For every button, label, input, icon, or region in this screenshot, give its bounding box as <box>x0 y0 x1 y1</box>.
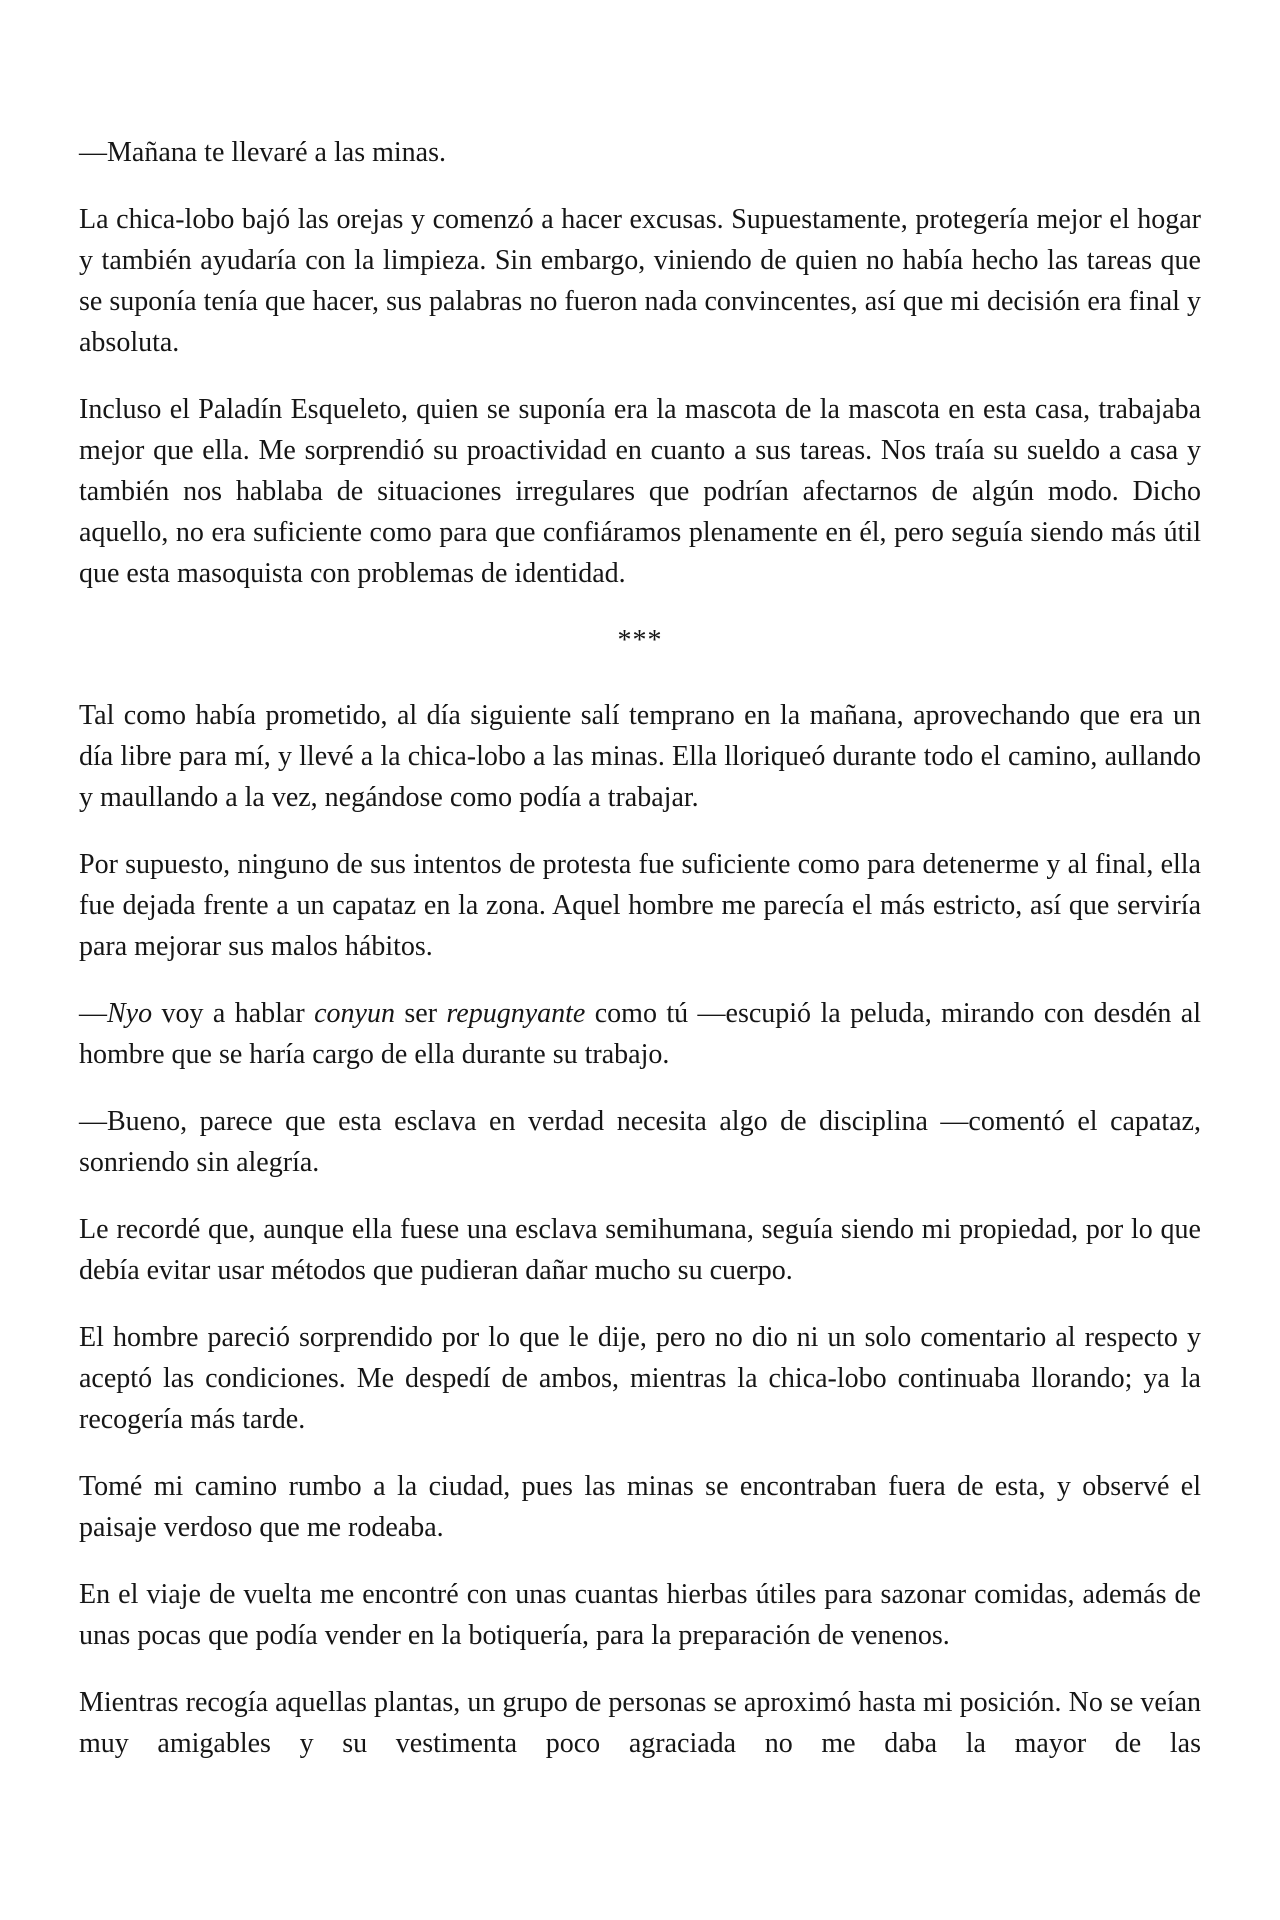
text-run: — <box>79 998 107 1029</box>
text-run: voy a hablar <box>152 998 315 1029</box>
paragraph <box>79 1101 1201 1183</box>
text-run: El hombre pareció sorprendido por lo que le dije, pero no dio ni un solo comentario al respecto y aceptó las condiciones. Me despedí de ambos, mientras la chica-lobo continuaba llorando; ya la recogería más tarde. <box>79 1322 1201 1435</box>
paragraph <box>79 1574 1201 1656</box>
section-separator: *** <box>617 625 663 656</box>
text-run: Tal como había prometido, al día siguiente salí temprano en la mañana, aprovechando que era un día libre para mí, y llevé a la chica-lobo a las minas. Ella lloriqueó durante todo el camino, aullando y maullando a la vez, negándose como podía a trabajar. <box>79 700 1201 813</box>
italic-text: repugnyante <box>446 998 586 1029</box>
text-run: —Bueno, parece que esta esclava en verdad necesita algo de disciplina —comentó el capataz, sonriendo sin alegría. <box>79 1106 1201 1178</box>
text-run: Mientras recogía aquellas plantas, un grupo de personas se aproximó hasta mi posición. No se veían muy amigables y su vestimenta poco agraciada no me daba la mayor de las <box>79 1687 1201 1759</box>
paragraph <box>79 1209 1201 1291</box>
document-page <box>79 132 1201 1790</box>
text-run: La chica-lobo bajó las orejas y comenzó a hacer excusas. Supuestamente, protegería mejor el hogar y también ayudaría con la limpieza. Sin embargo, viniendo de quien no había hecho las tareas que se suponía tenía que hacer, sus palabras no fueron nada convincentes, así que mi decisión era final y absoluta. <box>79 204 1201 358</box>
text-run: Incluso el Paladín Esqueleto, quien se suponía era la mascota de la mascota en esta casa, trabajaba mejor que ella. Me sorprendió su proactividad en cuanto a sus tareas. Nos traía su sueldo a casa y también nos hablaba de situaciones irregulares que podrían afectarnos de algún modo. Dicho aquello, no era suficiente como para que confiáramos plenamente en él, pero seguía siendo más útil que esta masoquista con problemas de identidad. <box>79 394 1201 589</box>
paragraph <box>79 1682 1201 1764</box>
italic-text: conyun <box>314 998 395 1029</box>
paragraph <box>79 1317 1201 1440</box>
paragraph <box>79 993 1201 1075</box>
text-run: Tomé mi camino rumbo a la ciudad, pues las minas se encontraban fuera de esta, y observé el paisaje verdoso que me rodeaba. <box>79 1471 1201 1543</box>
text-run: como tú —escupió la peluda, mirando con desdén al hombre que se haría cargo de ella durante su trabajo. <box>79 998 1202 1070</box>
paragraph <box>79 132 1201 173</box>
text-run: Por supuesto, ninguno de sus intentos de protesta fue suficiente como para detenerme y al final, ella fue dejada frente a un capataz en la zona. Aquel hombre me parecía el más estricto, así que serviría para mejorar sus malos hábitos. <box>79 849 1201 962</box>
paragraph <box>79 1466 1201 1548</box>
paragraph <box>79 695 1201 818</box>
text-run: En el viaje de vuelta me encontré con unas cuantas hierbas útiles para sazonar comidas, además de unas pocas que podía vender en la botiquería, para la preparación de venenos. <box>79 1579 1201 1651</box>
text-run: ser <box>394 998 447 1029</box>
text-run: —Mañana te llevaré a las minas. <box>79 137 446 168</box>
italic-text: Nyo <box>107 998 153 1029</box>
text-run: Le recordé que, aunque ella fuese una esclava semihumana, seguía siendo mi propiedad, por lo que debía evitar usar métodos que pudieran dañar mucho su cuerpo. <box>79 1214 1201 1286</box>
paragraph <box>79 389 1201 594</box>
paragraph <box>79 199 1201 363</box>
paragraph <box>79 844 1201 967</box>
